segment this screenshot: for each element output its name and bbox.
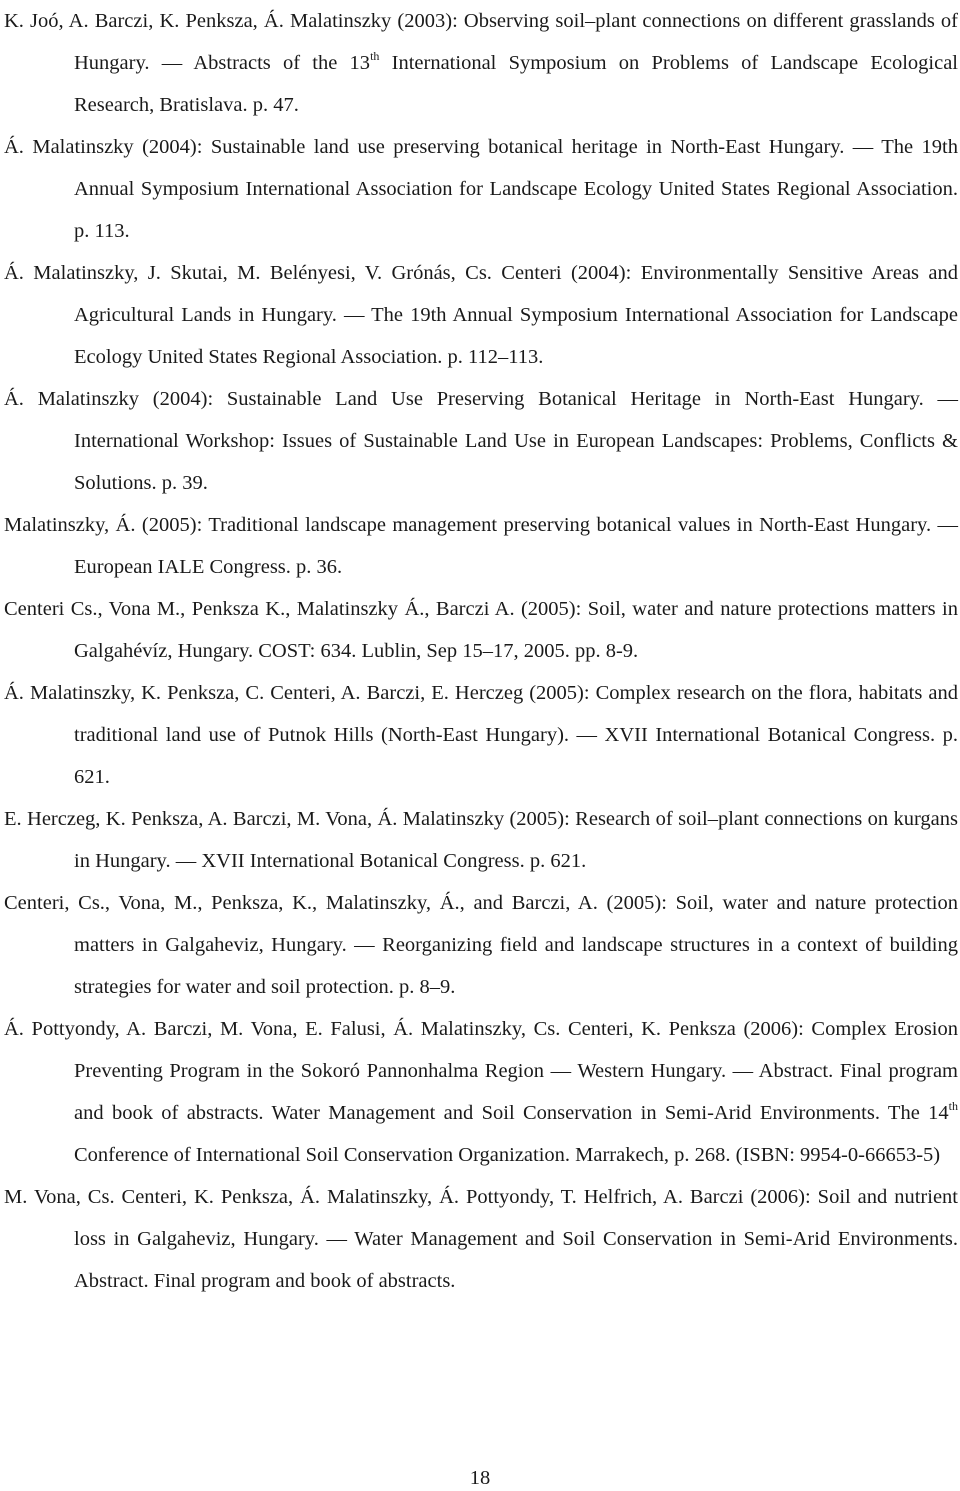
reference-entry (4, 1176, 958, 1302)
reference-text: Centeri, Cs., Vona, M., Penksza, K., Malatinszky, Á., and Barczi, A. (2005): Soil, water and nature protection matters in Galgaheviz, Hungary. — Reorganizing field and landscape structures in a context of building strategies for water and soil protection. p. 8–9. (4, 892, 958, 998)
reference-text: Centeri Cs., Vona M., Penksza K., Malatinszky Á., Barczi A. (2005): Soil, water and nature protections matters in Galgahévíz, Hungary. COST: 634. Lublin, Sep 15–17, 2005. pp. 8-9. (4, 598, 958, 662)
page-number: 18 (469, 1467, 491, 1489)
reference-entry (4, 252, 958, 378)
reference-text: K. Joó, A. Barczi, K. Penksza, Á. Malatinszky (2003): Observing soil–plant connections on different grasslands of Hungary. — Abstracts of the 13 (4, 10, 958, 74)
reference-entry (4, 378, 958, 504)
reference-list (4, 0, 958, 1302)
reference-text: Malatinszky, Á. (2005): Traditional landscape management preserving botanical values in North-East Hungary. — European IALE Congress. p. 36. (4, 514, 958, 578)
reference-text: M. Vona, Cs. Centeri, K. Penksza, Á. Malatinszky, Á. Pottyondy, T. Helfrich, A. Barczi (2006): Soil and nutrient loss in Galgaheviz, Hungary. — Water Management and Soil Conservation in Semi-Arid Environments. Abstract. Final program and book of abstracts. (4, 1186, 958, 1292)
reference-text-continued: International Symposium on Problems of Landscape Ecological Research, Bratislava. p. 47. (74, 52, 958, 116)
ordinal-superscript: th (370, 49, 380, 63)
reference-entry (4, 672, 958, 798)
reference-entry (4, 882, 958, 1008)
ordinal-superscript: th (948, 1099, 958, 1113)
reference-entry (4, 126, 958, 252)
reference-entry (4, 798, 958, 882)
reference-text: Á. Malatinszky, J. Skutai, M. Belényesi, V. Grónás, Cs. Centeri (2004): Environmentally Sensitive Areas and Agricultural Lands in Hungary. — The 19th Annual Symposium International Association for Landscape Ecology United States Regional Association. p. 112–113. (4, 262, 958, 368)
reference-entry (4, 0, 958, 126)
reference-entry (4, 588, 958, 672)
reference-text-continued: Conference of International Soil Conservation Organization. Marrakech, p. 268. (ISBN: 9954-0-66653-5) (74, 1144, 941, 1166)
reference-entry (4, 504, 958, 588)
reference-text: E. Herczeg, K. Penksza, A. Barczi, M. Vona, Á. Malatinszky (2005): Research of soil–plant connections on kurgans in Hungary. — XVII International Botanical Congress. p. 621. (4, 808, 958, 872)
reference-text: Á. Pottyondy, A. Barczi, M. Vona, E. Falusi, Á. Malatinszky, Cs. Centeri, K. Penksza (2006): Complex Erosion Preventing Program in the Sokoró Pannonhalma Region — Western Hungary. — Abstract. Final program and book of abstracts. Water Management and Soil Conservation in Semi-Arid Environments. The 14 (4, 1018, 958, 1124)
reference-text: Á. Malatinszky, K. Penksza, C. Centeri, A. Barczi, E. Herczeg (2005): Complex research on the flora, habitats and traditional land use of Putnok Hills (North-East Hungary). — XVII International Botanical Congress. p. 621. (4, 682, 958, 788)
reference-text: Á. Malatinszky (2004): Sustainable land use preserving botanical heritage in North-East Hungary. — The 19th Annual Symposium International Association for Landscape Ecology United States Regional Association. p. 113. (4, 136, 958, 242)
reference-text: Á. Malatinszky (2004): Sustainable Land Use Preserving Botanical Heritage in North-East Hungary. — International Workshop: Issues of Sustainable Land Use in European Landscapes: Problems, Conflicts & Solutions. p. 39. (4, 388, 958, 494)
reference-entry (4, 1008, 958, 1176)
